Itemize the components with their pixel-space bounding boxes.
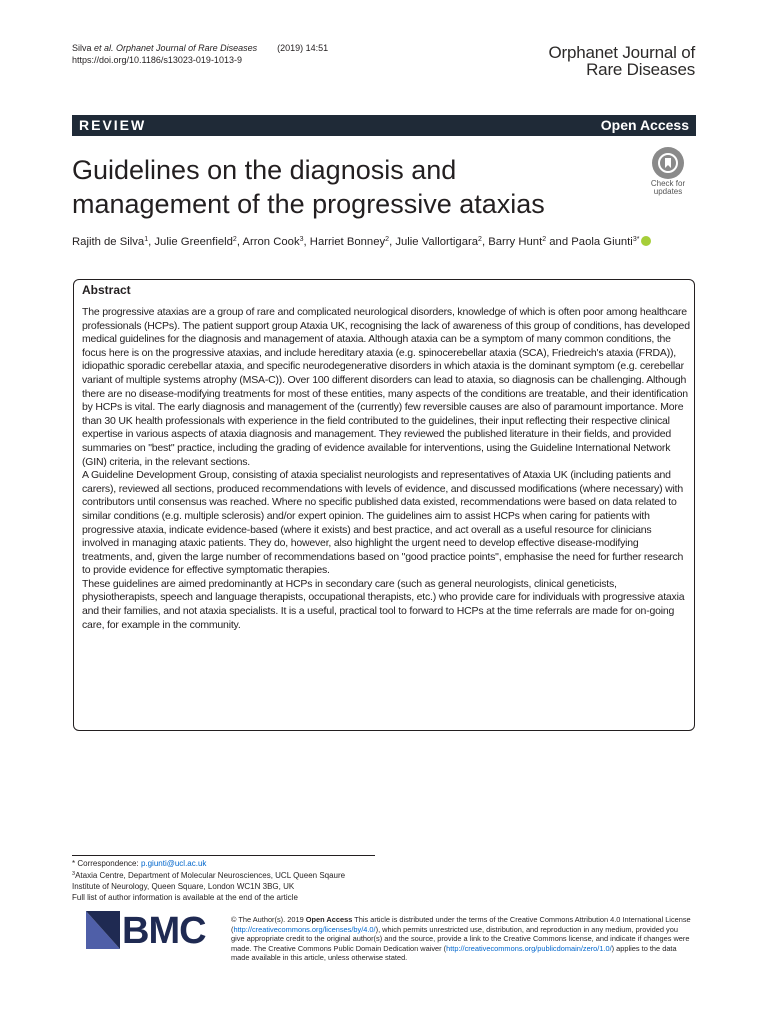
footnote-divider [72,855,375,856]
citation-journal: Orphanet Journal of Rare Diseases [113,43,258,53]
citation-line: Silva et al. Orphanet Journal of Rare Diseases (2019) 14:51 [72,43,329,53]
doi-link[interactable]: https://doi.org/10.1186/s13023-019-1013-9 [72,55,242,65]
bmc-logo-icon [86,911,120,949]
correspondence-email-link[interactable]: p.giunti@ucl.ac.uk [140,859,207,868]
author-affiliation: 2 [542,236,547,243]
open-access-label: Open Access [600,117,689,133]
journal-brand: Orphanet Journal of Rare Diseases [548,43,695,79]
author-affiliation: 2 [478,236,482,243]
author-affiliation: 2 [232,236,237,243]
author-name: Rajith de Silva [72,236,145,248]
abstract-paragraph: These guidelines are aimed predominantly at HCPs in secondary care (such as general neurologists, clinical geneticists, physiotherapists, speech and language therapists, occupational therapists, etc.) who provide care for individuals with progressive ataxia and their families, and not ataxia specialists. It is a useful, practical tool to forward to HCPs at the time referrals are made for on-going care, for example in the community. [82,577,685,631]
abstract-body [82,306,690,632]
author-list: Rajith de Silva$^1$, Julie Greenfield$^2$, Arron Cook$^3$, Harriet Bonney$^2$, Julie Vallortigara$^2$, Barry Hunt$^2$ and Paola Giunti$^{3*}$ [72,232,702,250]
author-name: Arron Cook [242,236,300,248]
author-name: Julie Greenfield [154,236,233,248]
bookmark-icon [652,147,684,179]
abstract-heading: Abstract [82,283,131,297]
author-name: Barry Hunt [488,236,543,248]
footnotes [72,858,392,903]
publisher-logo [86,911,216,955]
author-name: Harriet Bonney [309,236,386,248]
author-name: Paola Giunti [571,236,633,248]
check-for-updates-label: Check for updates [650,179,686,196]
orcid-icon[interactable] [641,236,651,246]
article-type-bar [72,115,696,136]
affiliation-line: $^3$Ataxia Centre, Department of Molecular Neurosciences, UCL Queen Sqaure [72,871,346,880]
author-affiliation: 2 [385,236,390,243]
license-link[interactable]: http://creativecommons.org/licenses/by/4.0/ [233,924,376,934]
author-info-note: Full list of author information is available at the end of the article [72,893,298,902]
author-name: Julie Vallortigara [395,236,479,248]
public-domain-link[interactable]: http://creativecommons.org/publicdomain/zero/1.0/ [446,943,612,953]
citation-etal: et al. [94,43,114,53]
correspondence: * Correspondence: p.giunti@ucl.ac.uk [72,859,207,868]
article-title: Guidelines on the diagnosis and management of the progressive ataxias [72,155,545,219]
citation-header [72,42,328,66]
author-affiliation: 1 [144,236,149,243]
citation-year: (2019) 14:51 [277,43,329,53]
article-type-label: REVIEW [79,117,147,133]
bmc-logo-text: BMC [122,910,206,952]
license-text: © The Author(s). 2019 Open Access This article is distributed under the terms of the Creative Commons Attribution 4.0 International License (http://creativecommons.org/licenses/by/4.0/), which permits unrestricted use, distribution, and reproduction in any medium, provided you give appropriate credit to the original author(s) and the source, provide a link to the Creative Commons license, and indicate if changes were made. The Creative Commons Public Domain Dedication waiver (http://creativecommons.org/publicdomain/zero/1.0/) applies to the data made available in this article, unless otherwise stated. [231,915,691,963]
author-affiliation: 3 [299,236,304,243]
abstract-paragraph: The progressive ataxias are a group of rare and complicated neurological disorders, knowledge of which is often poor among healthcare professionals (HCPs). The patient support group Ataxia UK, recognising the lack of awareness of this group of conditions, has developed medical guidelines for the diagnosis and management of ataxia. Although ataxia can be a symptom of many common conditions, the focus here is on the progressive ataxias, and include hereditary ataxia (e.g. spinocerebellar ataxia (SCA), Friedreich's ataxia (FRDA)), idiopathic sporadic cerebellar ataxia, and specific neurodegenerative disorders in which ataxia is the dominant symptom (e.g. cerebellar variant of multiple systems atrophy (MSA-C)). Over 100 different disorders can lead to ataxia, so diagnosis can be challenging. Although there are no disease-modifying treatments for most of these entities, many aspects of the conditions are treatable, and their identification by HCPs is vital. The early diagnosis and management of the (currently) few reversible causes are also of paramount importance. More than 30 UK health professionals with experience in the field contributed to the guidelines, their input reflecting their respective clinical expertise in various aspects of ataxia diagnosis and management. They reviewed the published literature in their fields, and provided summaries on "best" practice, including the grading of evidence available for interventions, using the Guideline International Network (GIN) criteria, in the relevant sections. [82,306,690,468]
affiliation-line-2: Institute of Neurology, Queen Square, London WC1N 3BG, UK [72,882,295,891]
check-for-updates-badge[interactable] [642,147,694,201]
author-affiliation: 3* [632,236,640,243]
abstract-paragraph: A Guideline Development Group, consisting of ataxia specialist neurologists and representatives of Ataxia UK (including patients and carers), reviewed all sections, produced recommendations with levels of evidence, and discussed modifications (where necessary) with contributors until consensus was reached. Where no specific published data existed, recommendations were based on data related to similar conditions (e.g. multiple sclerosis) and/or expert opinion. The guidelines aim to assist HCPs when caring for patients with progressive ataxia, indicate evidence-based (where it exists) and best practice, and act overall as a useful resource for clinicians involved in managing ataxic patients. They do, however, also highlight the urgent need to develop effective disease-modifying treatments, and, given the large number of recommendations based on "good practice points", emphasise the need for further research to provide evidence for effective symptomatic therapies. [82,469,684,577]
abstract-box [73,279,695,731]
